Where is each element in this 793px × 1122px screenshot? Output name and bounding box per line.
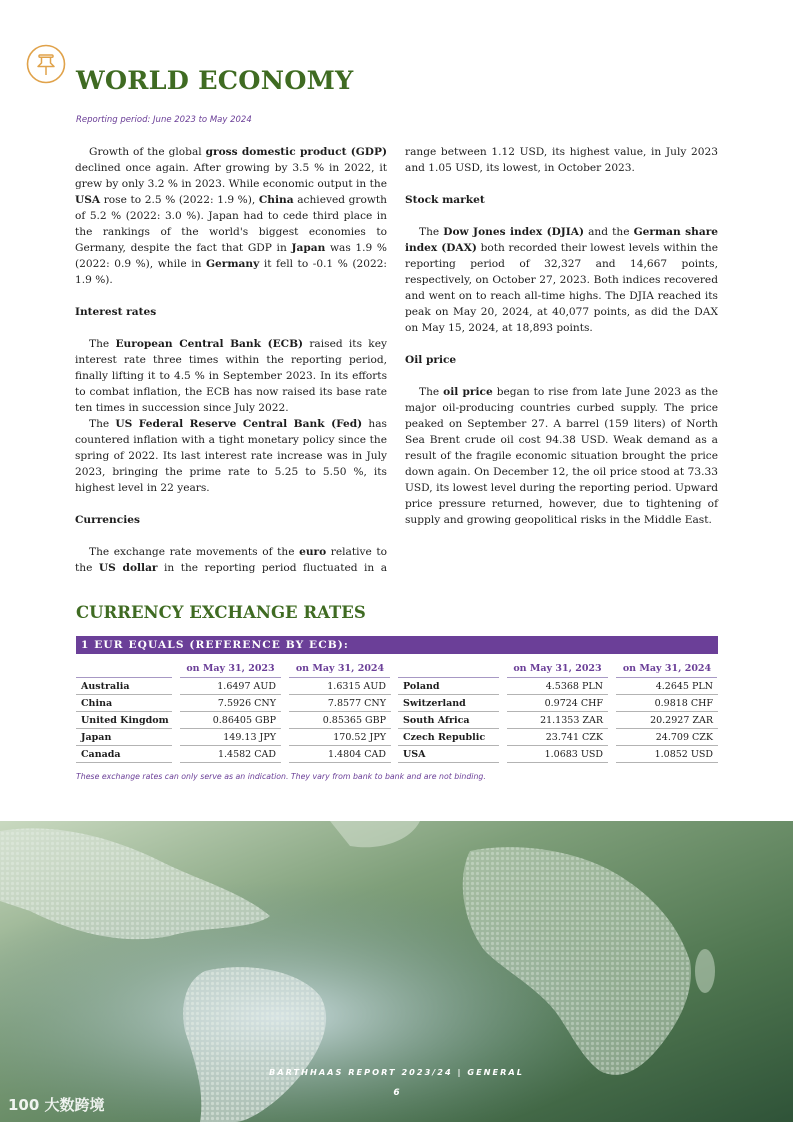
ecb-paragraph: The European Central Bank (ECB) raised its key interest rate three times within the reporting period, finally lifting it to 4.5 % in September 2023. In its efforts to combat inflation, the ECB has now raised its base rate ten times in succession since July 2022. — [75, 338, 387, 414]
table-cell-2023: 1.6497 AUD — [180, 679, 281, 695]
bold-term: USA — [75, 194, 101, 206]
currencies-paragraph: The exchange rate movements of the euro relative to the US dollar in the reporting period fluctuated in a — [75, 546, 387, 574]
table-cell-2024: 170.52 JPY — [289, 730, 391, 746]
table-cell-2023: 0.9724 CHF — [507, 696, 608, 712]
table-cell-2024: 1.6315 AUD — [289, 679, 391, 695]
table-row-country: South Africa — [398, 713, 499, 729]
table-row-country: Switzerland — [398, 696, 499, 712]
table-row-country: Poland — [398, 679, 499, 695]
table-cell-2024: 20.2927 ZAR — [616, 713, 718, 729]
table-cell-2024: 4.2645 PLN — [616, 679, 718, 695]
reporting-period: Reporting period: June 2023 to May 2024 — [76, 115, 252, 125]
table-row-country: Japan — [76, 730, 172, 746]
table-row-country: USA — [398, 747, 499, 763]
exchange-rates-title: CURRENCY EXCHANGE RATES — [76, 603, 366, 622]
column-header-2024: on May 31, 2024 — [622, 663, 712, 674]
bold-term: oil price — [443, 386, 493, 398]
watermark-logo: 100 大数跨境 — [8, 1096, 105, 1114]
table-row-country: China — [76, 696, 172, 712]
table-cell-2024: 0.85365 GBP — [289, 713, 391, 729]
bold-term: Japan — [291, 242, 326, 254]
fed-paragraph: The US Federal Reserve Central Bank (Fed) has countered inflation with a tight monetary policy since the spring of 2022. Its last interest rate increase was in July 2023, bringing the prime rate to 5.25 to 5.50 %, its highest level in 22 years. — [75, 418, 387, 494]
table-cell-2023: 4.5368 PLN — [507, 679, 608, 695]
column-header-2024: on May 31, 2024 — [295, 663, 385, 674]
table-divider — [507, 677, 608, 678]
table-cell-2024: 1.4804 CAD — [289, 747, 391, 763]
table-row-country: Canada — [76, 747, 172, 763]
page-title: WORLD ECONOMY — [76, 66, 354, 96]
bold-term: Germany — [205, 258, 260, 270]
bold-term: US Federal Reserve Central Bank (Fed) — [115, 418, 363, 430]
table-cell-2023: 21.1353 ZAR — [507, 713, 608, 729]
pin-icon — [26, 44, 66, 84]
text-column-right — [405, 144, 718, 528]
currencies-heading: Currencies — [75, 514, 140, 526]
stock-market-heading: Stock market — [405, 194, 485, 206]
table-row-country: United Kingdom — [76, 713, 172, 729]
text-column-left — [75, 144, 387, 576]
column-header-2023: on May 31, 2023 — [513, 663, 602, 674]
oil-price-heading: Oil price — [405, 354, 457, 366]
table-cell-2023: 149.13 JPY — [180, 730, 281, 746]
table-divider — [289, 677, 390, 678]
report-footer: BARTHHAAS REPORT 2023/24 | GENERAL — [269, 1067, 524, 1077]
table-cell-2023: 0.86405 GBP — [180, 713, 281, 729]
table-divider — [76, 677, 172, 678]
table-cell-2024: 1.0852 USD — [616, 747, 718, 763]
table-row-country: Australia — [76, 679, 172, 695]
table-divider — [180, 677, 281, 678]
page-number: 6 — [393, 1088, 400, 1098]
table-row-country: Czech Republic — [398, 730, 499, 746]
stock-paragraph: The Dow Jones index (DJIA) and the German share index (DAX) both recorded their lowest levels within the reporting period of 32,327 and 14,667 points, respectively, on October 27, 2023. Both indices recovered and went on to reach all-time highs. The DJIA reached its peak on May 20, 2024, at 40,077 points, as did the DAX on May 15, 2024, at 18,893 points. — [405, 226, 719, 334]
bold-term: gross domestic product (GDP) — [205, 146, 387, 158]
table-divider — [398, 677, 499, 678]
table-cell-2024: 0.9818 CHF — [616, 696, 718, 712]
bold-term: US dollar — [98, 562, 158, 574]
table-cell-2023: 23.741 CZK — [507, 730, 608, 746]
table-cell-2023: 7.5926 CNY — [180, 696, 281, 712]
reference-bar: 1 EUR EQUALS (REFERENCE BY ECB): — [76, 636, 718, 654]
interest-rates-heading: Interest rates — [75, 306, 157, 318]
table-cell-2023: 1.0683 USD — [507, 747, 608, 763]
currencies-paragraph-continued: range between 1.12 USD, its highest value, in July 2023 and 1.05 USD, its lowest, in October 2023. — [405, 146, 718, 174]
bold-term: China — [258, 194, 294, 206]
rates-note: These exchange rates can only serve as an indication. They vary from bank to bank and are not binding. — [76, 772, 486, 781]
table-cell-2023: 1.4582 CAD — [180, 747, 281, 763]
oil-paragraph: The oil price began to rise from late June 2023 as the major oil-producing countries curbed supply. The price peaked on September 27. A barrel (159 liters) of North Sea Brent crude oil cost 94.38 USD. Weak demand as a result of the fragile economic situation brought the price down again. On December 12, the oil price stood at 73.33 USD, its lowest level during the reporting period. Upward price pressure returned, however, due to tightening of supply and growing geopolitical risks in the Middle East. — [405, 386, 718, 526]
bold-term: Dow Jones index (DJIA) — [443, 226, 584, 238]
bold-term: euro — [299, 546, 327, 558]
column-header-2023: on May 31, 2023 — [186, 663, 275, 674]
bold-term: German share index (DAX) — [405, 226, 719, 254]
bold-term: European Central Bank (ECB) — [115, 338, 304, 350]
gdp-paragraph: Growth of the global gross domestic product (GDP) declined once again. After growing by 3.5 % in 2022, it grew by only 3.2 % in 2023. While economic output in the USA rose to 2.5 % (2022: 1.9 %), China achieved growth of 5.2 % (2022: 3.0 %). Japan had to cede third place in the rankings of the world's biggest economies to Germany, despite the fact that GDP in Japan was 1.9 % (2022: 0.9 %), while in Germany it fell to -0.1 % (2022: 1.9 %). — [75, 146, 388, 286]
table-cell-2024: 7.8577 CNY — [289, 696, 391, 712]
table-divider — [616, 677, 717, 678]
table-cell-2024: 24.709 CZK — [616, 730, 718, 746]
